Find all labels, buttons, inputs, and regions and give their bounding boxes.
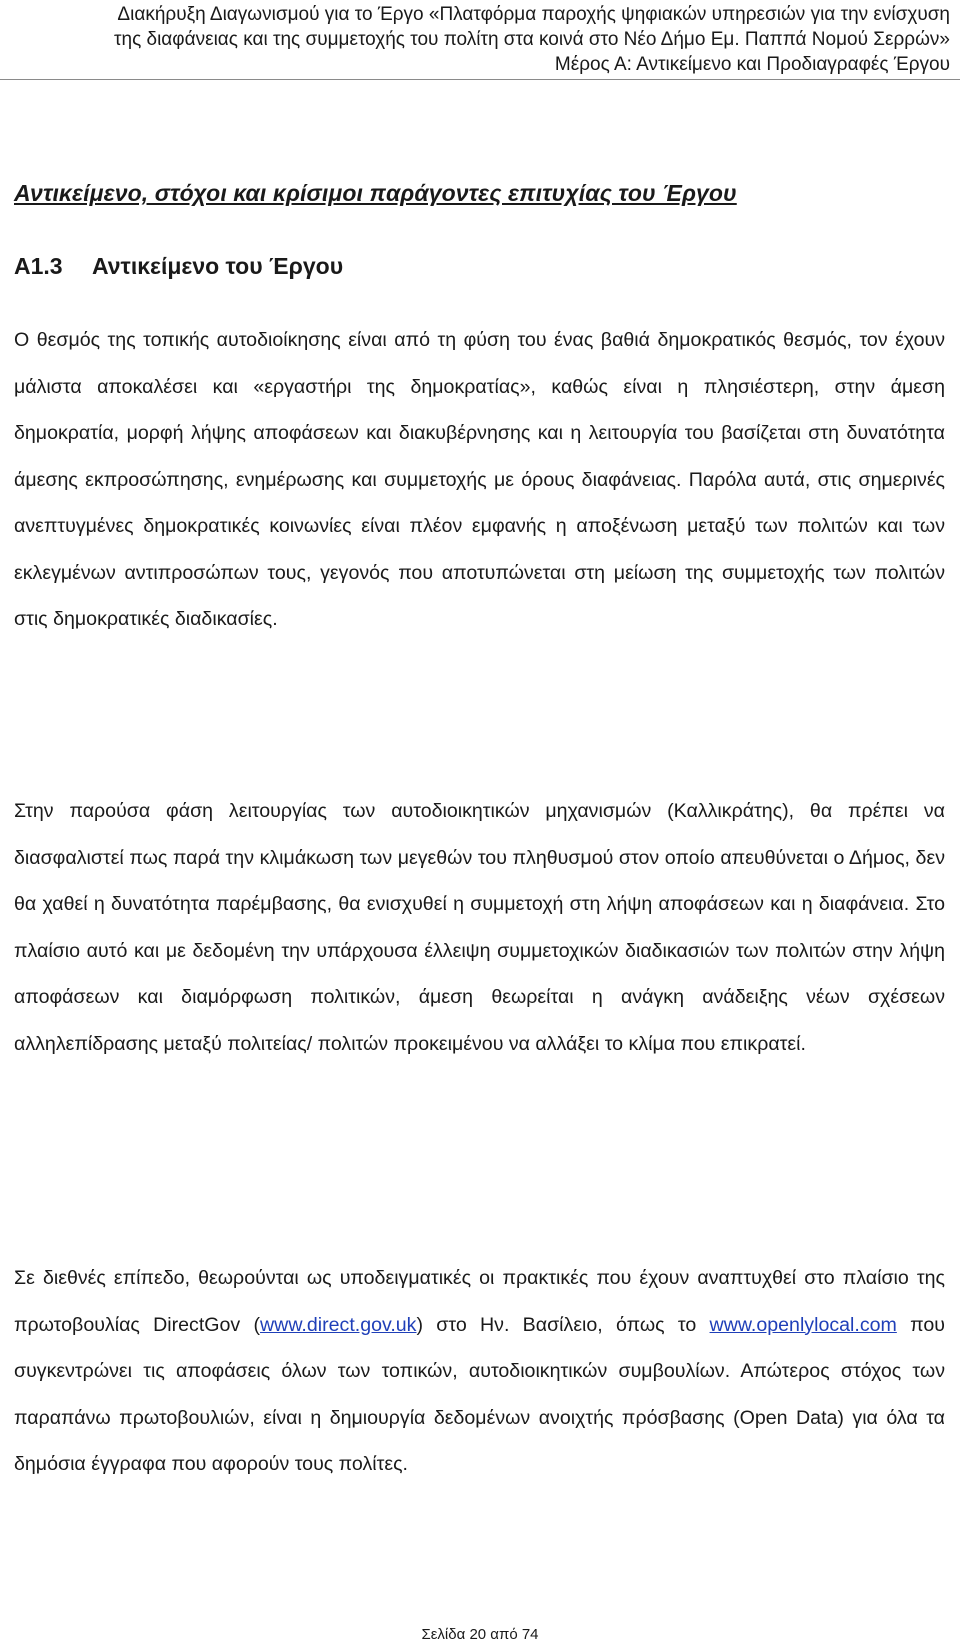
page-number: Σελίδα 20 από 74	[421, 1626, 539, 1643]
paragraph-1-block	[14, 317, 945, 643]
page-header	[10, 2, 950, 77]
paragraph-1: Ο θεσμός της τοπικής αυτοδιοίκησης είναι από τη φύση του ένας βαθιά δημοκρατικός θεσμός, τον έχουν μάλιστα αποκαλέσει και «εργαστήρι της δημοκρατίας», καθώς είναι η πλησιέστερη, στην άμεση δημοκρατία, μορφή λήψης αποφάσεων και διακυβέρνησης και η λειτουργία του βασίζεται στη δυνατότητα άμεσης εκπροσώπησης, ενημέρωσης και συμμετοχής με όρους διαφάνειας. Παρόλα αυτά, στις σημερινές ανεπτυγμένες δημοκρατικές κοινωνίες είναι πλέον εμφανής η αποξένωση μεταξύ των πολιτών και των εκλεγμένων αντιπροσώπων τους, γεγονός που αποτυπώνεται στη μείωση της συμμετοχής των πολιτών στις δημοκρατικές διαδικασίες.	[14, 329, 945, 630]
header-line-1: Διακήρυξη Διαγωνισμού για το Έργο «Πλατφόρμα παροχής ψηφιακών υπηρεσιών για την ενίσχυση	[117, 4, 950, 25]
header-divider	[0, 79, 960, 80]
subsection-heading	[14, 253, 343, 280]
paragraph-3-part-3: που συγκεντρώνει τις αποφάσεις όλων των τοπικών, αυτοδιοικητικών συμβουλίων. Απώτερος στόχος των παραπάνω πρωτοβουλιών, είναι η δημιουργία δεδομένων ανοιχτής πρόσβασης (Open Data) για όλα τα δημόσια έγγραφα που αφορούν τους πολίτες.	[14, 1313, 945, 1475]
link-direct-gov[interactable]: www.direct.gov.uk	[260, 1313, 417, 1336]
header-line-3: Μέρος Α: Αντικείμενο και Προδιαγραφές Έργου	[554, 54, 950, 75]
section-title: Αντικείμενο, στόχοι και κρίσιμοι παράγοντες επιτυχίας του Έργου	[14, 180, 737, 206]
link-openlylocal[interactable]: www.openlylocal.com	[709, 1313, 897, 1336]
paragraph-3-block	[14, 1255, 945, 1488]
paragraph-2: Στην παρούσα φάση λειτουργίας των αυτοδιοικητικών μηχανισμών (Καλλικράτης), θα πρέπει να διασφαλιστεί πως παρά την κλιμάκωση των μεγεθών του πληθυσμού στον οποίο απευθύνεται ο Δήμος, δεν θα χαθεί η δυνατότητα παρέμβασης, θα ενισχυθεί η συμμετοχή στη λήψη αποφάσεων και η διαφάνεια. Στο πλαίσιο αυτό και με δεδομένη την υπάρχουσα έλλειψη συμμετοχικών διαδικασιών των πολιτών στην λήψη αποφάσεων και διαμόρφωση πολιτικών, άμεση θεωρείται η ανάγκη ανάδειξης νέων σχέσεων αλληλεπίδρασης μεταξύ πολιτείας/ πολιτών προκειμένου να αλλάξει το κλίμα που επικρατεί.	[14, 800, 945, 1055]
subsection-title: Αντικείμενο του Έργου	[92, 253, 344, 279]
paragraph-2-block	[14, 788, 945, 1067]
subsection-number: A1.3	[14, 253, 63, 279]
paragraph-3-part-2: ) στο Ην. Βασίλειο, όπως το	[416, 1313, 710, 1336]
header-line-2: της διαφάνειας και της συμμετοχής του πολίτη στα κοινά στο Νέο Δήμο Εμ. Παππά Νομού Σερρών»	[114, 29, 950, 50]
paragraph-3	[14, 1255, 945, 1488]
paragraph-3-part-1: Σε διεθνές επίπεδο, θεωρούνται ως υποδειγματικές οι πρακτικές που έχουν αναπτυχθεί στο πλαίσιο της πρωτοβουλίας DirectGov (	[14, 1267, 945, 1336]
